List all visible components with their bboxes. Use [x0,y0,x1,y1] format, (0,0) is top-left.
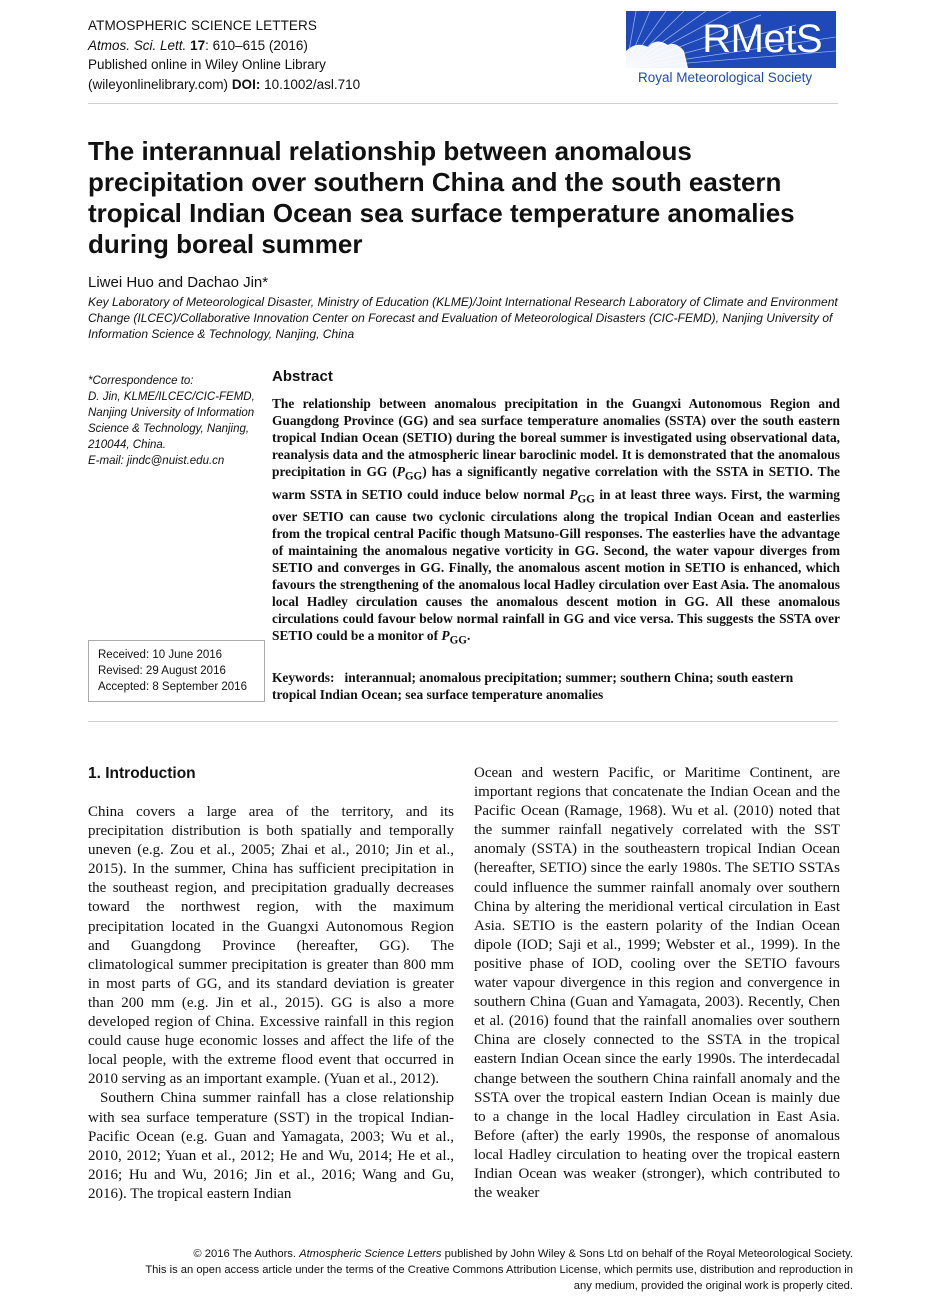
correspondence: *Correspondence to: D. Jin, KLME/ILCEC/CIC-FEMD, Nanjing University of Information Science & Technology, Nanjing, 210044, China. E-mail: jindc@nuist.edu.cn [88,373,258,469]
paragraph: China covers a large area of the territory, and its precipitation distribution is both spatially and temporally uneven (e.g. Zou et al., 2005; Zhai et al., 2010; Jin et al., 2015). In the summer, China has sufficient precipitation in the southeast region, and precipitation gradually decreases toward the northwest region, with the maximum precipitation located in the Guangxi Autonomous Region and Guangdong Province (hereafter, GG). The climatological summer precipitation is greater than 800 mm in most parts of GG, and its standard deviation is greater than 200 mm (e.g. Jin et al., 2015). GG is also a more developed region of China. Excessive rainfall in this region could cause huge economic losses and affect the life of the local people, with the extreme flood event that occurred in 2010 serving as an important example. (Yuan et al., 2012). [88,804,454,1088]
paragraph: Southern China summer rainfall has a close relationship with sea surface temperature (SST) in the tropical Indian-Pacific Ocean (e.g. Guan and Yamagata, 2003; Wu et al., 2010, 2012; Yuan et al., 2012; He and Wu, 2014; He et al., 2016; Hu and Wu, 2016; Jin et al., 2016; Wang and Gu, 2016). The tropical eastern Indian [88,1090,454,1202]
received-date: Received: 10 June 2016 [98,649,223,661]
abstract-text: The relationship between anomalous precipitation in the Guangxi Autonomous Region and Guangdong Province (GG) and sea surface temperature anomalies (SSTA) over the south eastern tropical Indian Ocean (SETIO) during the boreal summer is investigated using observational data, reanalysis data and the atmospheric linear baroclinic model. It is demonstrated that the anomalous precipitation in GG $(P_{GG})$ has a significantly negative correlation with the SSTA in SETIO. The warm SSTA in SETIO could induce below normal $P_{GG}$ in at least three ways. First, the warming over SETIO can cause two cyclonic circulations along the tropical Indian Ocean and easterlies from the tropical central Pacific though Matsuno-Gill responses. The easterlies have the advantage of maintaining the anomalous negative vorticity in GG. Second, the water vapour diverges from SETIO and converges in GG. Finally, the anomalous ascent motion in SETIO is enhanced, which favours the strengthening of the anomalous local Hadley circulation over East Asia. The anomalous local Hadley circulation causes the anomalous descent motion in GG. All these anomalous circulations could favour below normal rainfall in GG and vice versa. This suggests the SSTA over SETIO could be a monitor of $P_{GG}$. [272,396,841,648]
logo-badge [626,11,836,68]
keywords [272,669,840,703]
keywords-list: interannual; anomalous precipitation; summer; southern China; south eastern tropical Indian Ocean; sea surface temperature anomalies [272,670,794,702]
abstract-heading: Abstract [272,368,333,385]
journal-name: ATMOSPHERIC SCIENCE LETTERS [88,18,317,33]
license-line: This is an open access article under the terms of the Creative Commons Attribution License, which permits use, distribution and reproduction in [145,1264,853,1276]
journal-header [88,16,568,94]
body-column-right: Ocean and western Pacific, or Maritime Continent, are important regions that concatenate the Indian Ocean and the Pacific Ocean (Ramage, 1968). Wu et al. (2010) noted that the summer rainfall negatively correlated with the SST anomaly (SSTA) in the southeastern tropical Indian Ocean (hereafter, SETIO) since the early 1980s. The SETIO SSTAs could influence the summer rainfall anomaly over southern China by altering the meridional vertical circulation in East Asia. SETIO is the eastern polarity of the Indian Ocean dipole (IOD; Saji et al., 1999; Webster et al., 1999). In the positive phase of IOD, cooling over the SETIO favours water vapour divergence in this region and convergence in southern China (Guan and Yamagata, 2003). Recently, Chen et al. (2016) found that the rainfall anomalies over southern China are closely connected to the SSTA in the tropical eastern Indian Ocean since the early 1990s. The interdecadal change between the southern China rainfall anomaly and the SSTA over the tropical eastern Indian Ocean is mainly due to a change in the local Hadley circulation in East Asia. Before (after) the early 1990s, the response of anomalous local Hadley circulation to heating over the tropical eastern Indian Ocean was weaker (stronger), which contributed to the weaker [474,765,840,1202]
doi-line: (wileyonlinelibrary.com) DOI: 10.1002/asl.710 [88,76,361,92]
logo-subtitle: Royal Meteorological Society [638,70,813,85]
body-column-left [88,803,454,1204]
published-line: Published online in Wiley Online Library [88,57,326,72]
article-title: The interannual relationship between anomalous precipitation over southern China and the south eastern tropical Indian Ocean sea surface temperature anomalies during boreal summer [88,136,795,259]
keywords-label: Keywords: [272,670,335,685]
accepted-date: Accepted: 8 September 2016 [98,681,247,693]
email-link[interactable]: E-mail: jindc@nuist.edu.cn [88,455,225,467]
doi-link[interactable]: 10.1002/asl.710 [264,76,361,92]
section-heading-introduction: 1. Introduction [88,765,196,782]
citation-line: Atmos. Sci. Lett. 17: 610–615 (2016) [88,37,308,53]
affiliation: Key Laboratory of Meteorological Disaster, Ministry of Education (KLME)/Joint International Research Laboratory of Climate and Environment Change (ILCEC)/Collaborative Innovation Center on Forecast and Evaluation of Meteorological Disasters (CIC-FEMD), Nanjing University of Information Science & Technology, Nanjing, China [88,295,838,341]
header-divider [88,103,838,104]
license-line-2: any medium, provided the original work is properly cited. [573,1280,853,1292]
article-dates [88,640,265,702]
rmets-logo [624,11,838,91]
copyright-line: © 2016 The Authors. Atmospheric Science Letters published by John Wiley & Sons Ltd on behalf of the Royal Meteorological Society. [193,1248,853,1260]
authors: Liwei Huo and Dachao Jin* [88,274,269,291]
revised-date: Revised: 29 August 2016 [98,665,226,677]
license-footer [60,1246,853,1294]
abstract-divider [88,721,838,722]
logo-text: RMetS [702,17,822,61]
